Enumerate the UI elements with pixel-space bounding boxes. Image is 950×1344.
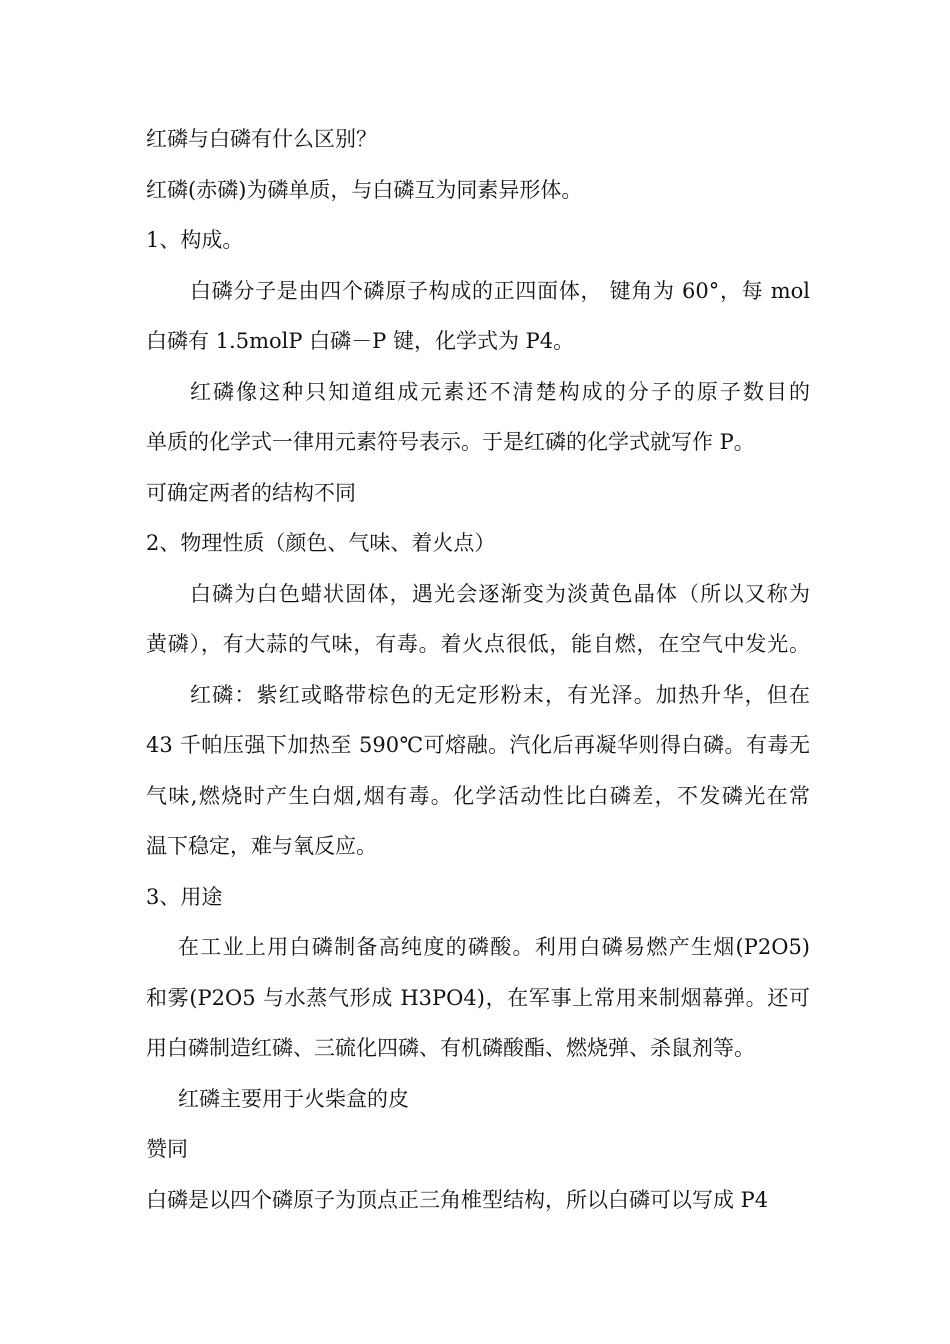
section-2-paragraph-1-line-2: 黄磷），有大蒜的气味，有毒。着火点很低，能自燃，在空气中发光。 bbox=[146, 632, 810, 656]
section-1-conclusion: 可确定两者的结构不同 bbox=[146, 480, 356, 505]
section-3-heading: 3、用途 bbox=[146, 884, 223, 909]
section-2-paragraph-2-line-1: 红磷：紫红或略带棕色的无定形粉末，有光泽。加热升华，但在 bbox=[190, 682, 810, 707]
section-3-paragraph-1-line-1: 在工业上用白磷制备高纯度的磷酸。利用白磷易燃产生烟(P2O5) bbox=[178, 935, 810, 959]
section-2-heading: 2、物理性质（颜色、气味、着火点） bbox=[146, 531, 496, 555]
intro-paragraph: 红磷(赤磷)为磷单质，与白磷互为同素异形体。 bbox=[146, 177, 583, 202]
section-1-paragraph-2-line-1: 红磷像这种只知道组成元素还不清楚构成的分子的原子数目的 bbox=[190, 379, 810, 404]
document-page bbox=[146, 114, 810, 1225]
section-1-paragraph-2-line-2: 单质的化学式一律用元素符号表示。于是红磷的化学式就写作 P。 bbox=[146, 430, 755, 454]
section-2-paragraph-2-line-3: 气味,燃烧时产生白烟,烟有毒。化学活动性比白磷差，不发磷光在常 bbox=[146, 783, 810, 808]
section-1-paragraph-1-line-2: 白磷有 1.5molP 白磷－P 键，化学式为 P4。 bbox=[146, 329, 575, 353]
section-2-paragraph-2-line-2: 43 千帕压强下加热至 590℃可熔融。汽化后再凝华则得白磷。有毒无 bbox=[146, 733, 810, 757]
reply-label: 赞同 bbox=[146, 1137, 188, 1161]
section-3-paragraph-2-line-1: 红磷主要用于火柴盒的皮 bbox=[178, 1086, 409, 1111]
section-3-paragraph-1-line-2: 和雾(P2O5 与水蒸气形成 H3PO4)，在军事上常用来制烟幕弹。还可 bbox=[146, 985, 810, 1010]
section-2-paragraph-2-line-4: 温下稳定，难与氧反应。 bbox=[146, 834, 377, 858]
reply-text: 白磷是以四个磷原子为顶点正三角椎型结构，所以白磷可以写成 P4 bbox=[146, 1187, 769, 1212]
section-1-heading: 1、构成。 bbox=[146, 228, 244, 252]
section-3-paragraph-1-line-3: 用白磷制造红磷、三硫化四磷、有机磷酸酯、燃烧弹、杀鼠剂等。 bbox=[146, 1036, 755, 1060]
document-title: 红磷与白磷有什么区别？ bbox=[146, 127, 377, 151]
section-2-paragraph-1-line-1: 白磷为白色蜡状固体，遇光会逐渐变为淡黄色晶体（所以又称为 bbox=[190, 581, 810, 606]
section-1-paragraph-1-line-1: 白磷分子是由四个磷原子构成的正四面体， 键角为 60°，每 mol bbox=[190, 278, 810, 303]
